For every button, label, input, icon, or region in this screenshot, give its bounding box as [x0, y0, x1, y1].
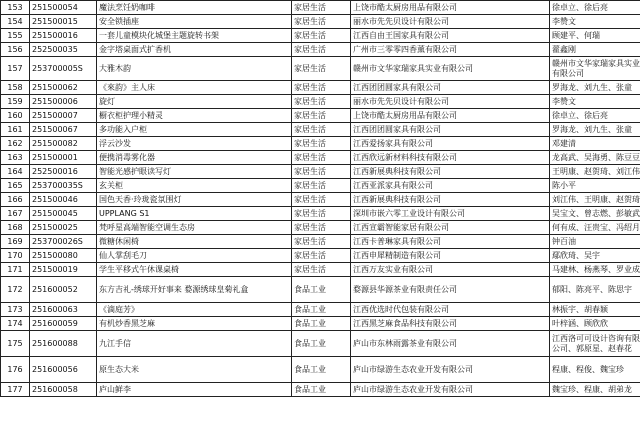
- product-name-cell: 国色天香·玲珑瓷氛围灯: [97, 193, 292, 207]
- entry-code-cell: 251500046: [30, 193, 97, 207]
- row-number-cell: 177: [1, 383, 30, 397]
- authors-cell: 江西洛可可设计咨询有限公司、郭原星、赵春花: [550, 331, 640, 357]
- organization-cell: 江西团团圆家具有限公司: [351, 123, 550, 137]
- row-number-cell: 176: [1, 357, 30, 383]
- entry-code-cell: 251600058: [30, 383, 97, 397]
- row-number-cell: 154: [1, 15, 30, 29]
- category-cell: 家居生活: [292, 249, 351, 263]
- product-name-cell: 微糖休闲椅: [97, 235, 292, 249]
- organization-cell: 江西亚派家具有限公司: [351, 179, 550, 193]
- entry-code-cell: 251600088: [30, 331, 97, 357]
- organization-cell: 丽水市先先贝设计有限公司: [351, 95, 550, 109]
- table-row: [1, 151, 640, 165]
- table-row: [1, 277, 640, 303]
- organization-cell: 广州市三零零四香薰有限公司: [351, 43, 550, 57]
- entry-code-cell: 251600059: [30, 317, 97, 331]
- table-row: [1, 95, 640, 109]
- authors-cell: 吴宝文、曾志燃、彭敏武: [550, 207, 640, 221]
- table-row: [1, 179, 640, 193]
- table-row: [1, 43, 640, 57]
- product-name-cell: 多功能入户柜: [97, 123, 292, 137]
- table-row: [1, 235, 640, 249]
- organization-cell: 赣州市文华家瑞家具实业有限公司: [351, 57, 550, 81]
- category-cell: 家居生活: [292, 57, 351, 81]
- entry-code-cell: 253700005S: [30, 57, 97, 81]
- authors-cell: 罗海龙、刘九生、张童: [550, 81, 640, 95]
- organization-cell: 江西黑芝麻食品科技有限公司: [351, 317, 550, 331]
- table-row: [1, 1, 640, 15]
- category-cell: 家居生活: [292, 151, 351, 165]
- table-row: [1, 81, 640, 95]
- category-cell: 家居生活: [292, 43, 351, 57]
- category-cell: 家居生活: [292, 29, 351, 43]
- organization-cell: 江西爱扬家具有限公司: [351, 137, 550, 151]
- category-cell: 家居生活: [292, 193, 351, 207]
- authors-cell: 龙高武、吴海勇、陈豆豆: [550, 151, 640, 165]
- table-body: [1, 1, 640, 397]
- product-name-cell: 《來韵》主人床: [97, 81, 292, 95]
- authors-cell: 叶梓涵、顾欣欣: [550, 317, 640, 331]
- product-name-cell: 玄关柜: [97, 179, 292, 193]
- authors-cell: 郁阳、陈亮平、陈思宇: [550, 277, 640, 303]
- product-name-cell: 《滴庭芳》: [97, 303, 292, 317]
- category-cell: 家居生活: [292, 263, 351, 277]
- authors-cell: 徐卓立、徐后亮: [550, 1, 640, 15]
- authors-cell: 林振宇、胡春颖: [550, 303, 640, 317]
- product-name-cell: UPPLANG S1: [97, 207, 292, 221]
- row-number-cell: 163: [1, 151, 30, 165]
- entry-code-cell: 251500082: [30, 137, 97, 151]
- row-number-cell: 175: [1, 331, 30, 357]
- product-name-cell: 东方吉礼-绣球开好事来 婺源绣球皇菊礼盒: [97, 277, 292, 303]
- product-name-cell: 一套儿童模块化城堡主题旋转书架: [97, 29, 292, 43]
- authors-cell: 李赞文: [550, 95, 640, 109]
- row-number-cell: 157: [1, 57, 30, 81]
- row-number-cell: 172: [1, 277, 30, 303]
- organization-cell: 庐山市东林雨露茶业有限公司: [351, 331, 550, 357]
- product-name-cell: 橱衣柜护理小精灵: [97, 109, 292, 123]
- row-number-cell: 169: [1, 235, 30, 249]
- authors-cell: 程康、程俊、魏宝珍: [550, 357, 640, 383]
- organization-cell: 丽水市先先贝设计有限公司: [351, 15, 550, 29]
- entry-code-cell: 253700026S: [30, 235, 97, 249]
- category-cell: 家居生活: [292, 81, 351, 95]
- organization-cell: 上饶市酷太厨房用品有限公司: [351, 109, 550, 123]
- table-row: [1, 29, 640, 43]
- table-row: [1, 263, 640, 277]
- product-name-cell: 有机炒香黑芝麻: [97, 317, 292, 331]
- row-number-cell: 156: [1, 43, 30, 57]
- organization-cell: 江西卡普琳家具有限公司: [351, 235, 550, 249]
- product-name-cell: 便携消毒雾化器: [97, 151, 292, 165]
- category-cell: 家居生活: [292, 137, 351, 151]
- product-name-cell: 原生态大米: [97, 357, 292, 383]
- authors-cell: 钟百油: [550, 235, 640, 249]
- authors-cell: 鄢欣琦、吴宇: [550, 249, 640, 263]
- product-name-cell: 金字塔桌面式扩香机: [97, 43, 292, 57]
- row-number-cell: 168: [1, 221, 30, 235]
- entry-code-cell: 251600063: [30, 303, 97, 317]
- category-cell: 家居生活: [292, 95, 351, 109]
- category-cell: 食品工业: [292, 317, 351, 331]
- row-number-cell: 162: [1, 137, 30, 151]
- authors-cell: 顾建平、何瑞: [550, 29, 640, 43]
- entry-code-cell: 251500006: [30, 95, 97, 109]
- organization-cell: 江西团团圆家具有限公司: [351, 81, 550, 95]
- entry-code-cell: 253700035S: [30, 179, 97, 193]
- category-cell: 家居生活: [292, 221, 351, 235]
- entry-code-cell: 251500045: [30, 207, 97, 221]
- entry-code-cell: 251600056: [30, 357, 97, 383]
- entry-code-cell: 251500025: [30, 221, 97, 235]
- product-name-cell: 九江手信: [97, 331, 292, 357]
- organization-cell: 江西优选时代包装有限公司: [351, 303, 550, 317]
- product-name-cell: 魔法烹饪奶咖啡: [97, 1, 292, 15]
- authors-cell: 魏宝珍、程康、胡弟龙: [550, 383, 640, 397]
- table-row: [1, 331, 640, 357]
- authors-cell: 刘江伟、王明康、赵贺琦: [550, 193, 640, 207]
- authors-cell: 罗海龙、刘九生、张童: [550, 123, 640, 137]
- entry-code-cell: 251500019: [30, 263, 97, 277]
- category-cell: 食品工业: [292, 277, 351, 303]
- entry-code-cell: 251600052: [30, 277, 97, 303]
- row-number-cell: 153: [1, 1, 30, 15]
- organization-cell: 江西新展典科技有限公司: [351, 165, 550, 179]
- category-cell: 食品工业: [292, 331, 351, 357]
- organization-cell: 江西万友实业有限公司: [351, 263, 550, 277]
- organization-cell: 婺源县华源茶业有限责任公司: [351, 277, 550, 303]
- organization-cell: 江西申犀精制造有限公司: [351, 249, 550, 263]
- authors-cell: 赣州市文华家瑞家具实业有限公司: [550, 57, 640, 81]
- table-row: [1, 57, 640, 81]
- authors-cell: 何有成、汪贵宝、冯绍月: [550, 221, 640, 235]
- organization-cell: 江西欣远新材料科技有限公司: [351, 151, 550, 165]
- product-name-cell: 庐山鲜李: [97, 383, 292, 397]
- table-row: [1, 109, 640, 123]
- entry-code-cell: 251500015: [30, 15, 97, 29]
- category-cell: 家居生活: [292, 179, 351, 193]
- row-number-cell: 161: [1, 123, 30, 137]
- table-row: [1, 137, 640, 151]
- category-cell: 家居生活: [292, 15, 351, 29]
- row-number-cell: 171: [1, 263, 30, 277]
- authors-cell: 马建林、杨燕琴、罗业成: [550, 263, 640, 277]
- category-cell: 家居生活: [292, 207, 351, 221]
- row-number-cell: 159: [1, 95, 30, 109]
- table-row: [1, 165, 640, 179]
- authors-cell: 藿鑫刚: [550, 43, 640, 57]
- row-number-cell: 167: [1, 207, 30, 221]
- authors-cell: 徐卓立、徐后亮: [550, 109, 640, 123]
- entry-code-cell: 251500007: [30, 109, 97, 123]
- entry-code-cell: 251500001: [30, 151, 97, 165]
- table-row: [1, 249, 640, 263]
- product-name-cell: 大雅木韵: [97, 57, 292, 81]
- table-row: [1, 357, 640, 383]
- table-row: [1, 317, 640, 331]
- row-number-cell: 160: [1, 109, 30, 123]
- product-name-cell: 智能光感护眼读写灯: [97, 165, 292, 179]
- entry-code-cell: 252500016: [30, 165, 97, 179]
- category-cell: 家居生活: [292, 165, 351, 179]
- authors-cell: 李赞文: [550, 15, 640, 29]
- entry-code-cell: 251500054: [30, 1, 97, 15]
- row-number-cell: 164: [1, 165, 30, 179]
- organization-cell: 江西自由王国家具有限公司: [351, 29, 550, 43]
- row-number-cell: 155: [1, 29, 30, 43]
- table-row: [1, 303, 640, 317]
- organization-cell: 庐山市绿游生态农业开发有限公司: [351, 383, 550, 397]
- row-number-cell: 166: [1, 193, 30, 207]
- table-row: [1, 15, 640, 29]
- category-cell: 家居生活: [292, 1, 351, 15]
- product-name-cell: 梵呼星高端智能空调生态房: [97, 221, 292, 235]
- row-number-cell: 173: [1, 303, 30, 317]
- table-row: [1, 207, 640, 221]
- organization-cell: 江西宣霸智能家居有限公司: [351, 221, 550, 235]
- product-name-cell: 浮云沙发: [97, 137, 292, 151]
- entry-code-cell: 251500080: [30, 249, 97, 263]
- organization-cell: 深圳市嵌六零工业设计有限公司: [351, 207, 550, 221]
- category-cell: 家居生活: [292, 235, 351, 249]
- category-cell: 家居生活: [292, 123, 351, 137]
- row-number-cell: 170: [1, 249, 30, 263]
- organization-cell: 上饶市酷太厨房用品有限公司: [351, 1, 550, 15]
- category-cell: 食品工业: [292, 303, 351, 317]
- organization-cell: 庐山市绿游生态农业开发有限公司: [351, 357, 550, 383]
- entry-code-cell: 251500016: [30, 29, 97, 43]
- product-name-cell: 仙人掌刮毛刀: [97, 249, 292, 263]
- authors-cell: 王明康、赵贺琦、刘江伟: [550, 165, 640, 179]
- row-number-cell: 165: [1, 179, 30, 193]
- authors-cell: 邓建清: [550, 137, 640, 151]
- table-row: [1, 193, 640, 207]
- row-number-cell: 174: [1, 317, 30, 331]
- entry-code-cell: 252500035: [30, 43, 97, 57]
- category-cell: 家居生活: [292, 109, 351, 123]
- table-row: [1, 383, 640, 397]
- row-number-cell: 158: [1, 81, 30, 95]
- organization-cell: 江西新展典科技有限公司: [351, 193, 550, 207]
- product-name-cell: 旋灯: [97, 95, 292, 109]
- authors-cell: 陈小平: [550, 179, 640, 193]
- category-cell: 食品工业: [292, 357, 351, 383]
- table-row: [1, 123, 640, 137]
- product-name-cell: 安全锁插座: [97, 15, 292, 29]
- table-row: [1, 221, 640, 235]
- entry-code-cell: 251500062: [30, 81, 97, 95]
- category-cell: 食品工业: [292, 383, 351, 397]
- product-name-cell: 学生平移式午休课桌椅: [97, 263, 292, 277]
- entry-code-cell: 251500067: [30, 123, 97, 137]
